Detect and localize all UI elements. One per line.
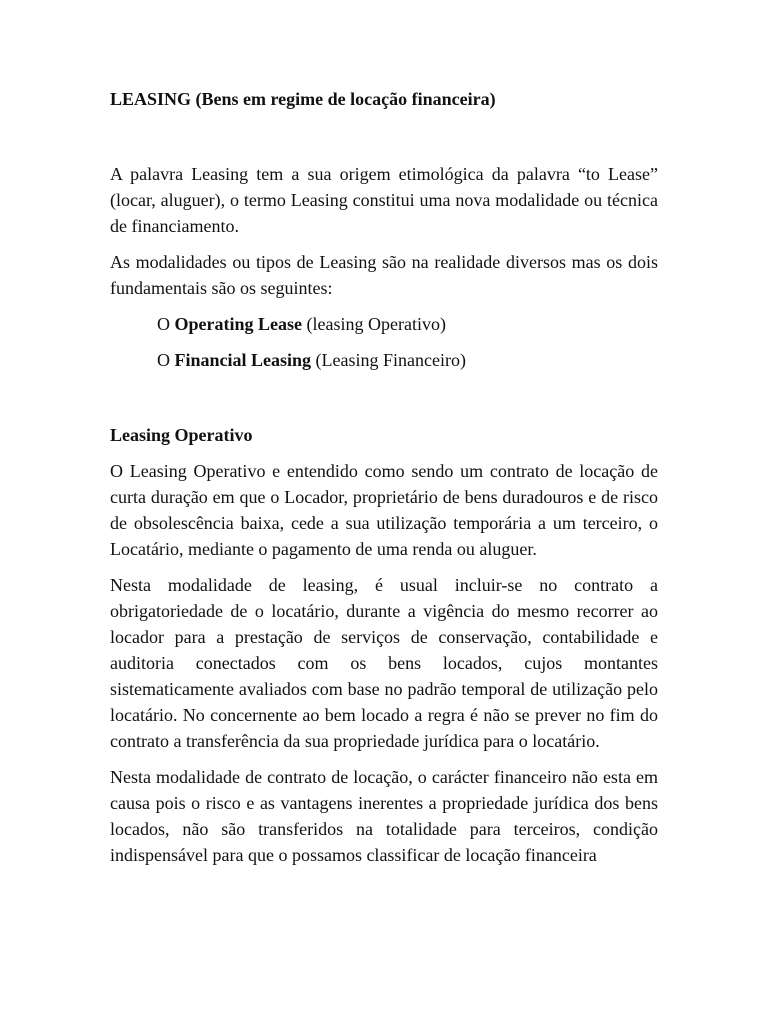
intro-paragraph-1: A palavra Leasing tem a sua origem etimológica da palavra “to Lease” (locar, aluguer), o termo Leasing constitui uma nova modalidade ou técnica de financiamento.	[110, 164, 658, 236]
type-item-prefix: O	[157, 350, 175, 370]
intro-paragraph-2: As modalidades ou tipos de Leasing são na realidade diversos mas os dois fundamentais são os seguintes:	[110, 252, 658, 298]
document-page	[110, 86, 658, 878]
type-item-suffix: (leasing Operativo)	[302, 314, 446, 334]
type-item-financial-leasing	[157, 347, 658, 373]
type-item-operating-lease	[157, 311, 658, 337]
type-item-name: Operating Lease	[174, 314, 302, 334]
section-paragraph-3: Nesta modalidade de contrato de locação, o carácter financeiro não esta em causa pois o risco e as vantagens inerentes a propriedade jurídica dos bens locados, não são transferidos na totalidade para terceiros, condição indispensável para que o possamos classificar de locação financeira	[110, 767, 658, 865]
section-paragraph-1: O Leasing Operativo e entendido como sendo um contrato de locação de curta duração em que o Locador, proprietário de bens duradouros e de risco de obsolescência baixa, cede a sua utilização temporária a um terceiro, o Locatário, mediante o pagamento de uma renda ou aluguer.	[110, 461, 658, 559]
type-item-name: Financial Leasing	[174, 350, 312, 370]
document-title: LEASING (Bens em regime de locação financeira)	[110, 89, 496, 109]
type-item-suffix: (Leasing Financeiro)	[311, 350, 466, 370]
type-item-prefix: O	[157, 314, 175, 334]
section-paragraph-2: Nesta modalidade de leasing, é usual incluir-se no contrato a obrigatoriedade de o locatário, durante a vigência do mesmo recorrer ao locador para a prestação de serviços de conservação, contabilidade e auditoria conectados com os bens locados, cujos montantes sistematicamente avaliados com base no padrão temporal de utilização pelo locatário. No concernente ao bem locado a regra é não se prever no fim do contrato a transferência da sua propriedade jurídica para o locatário.	[110, 575, 658, 751]
section-heading: Leasing Operativo	[110, 425, 253, 445]
